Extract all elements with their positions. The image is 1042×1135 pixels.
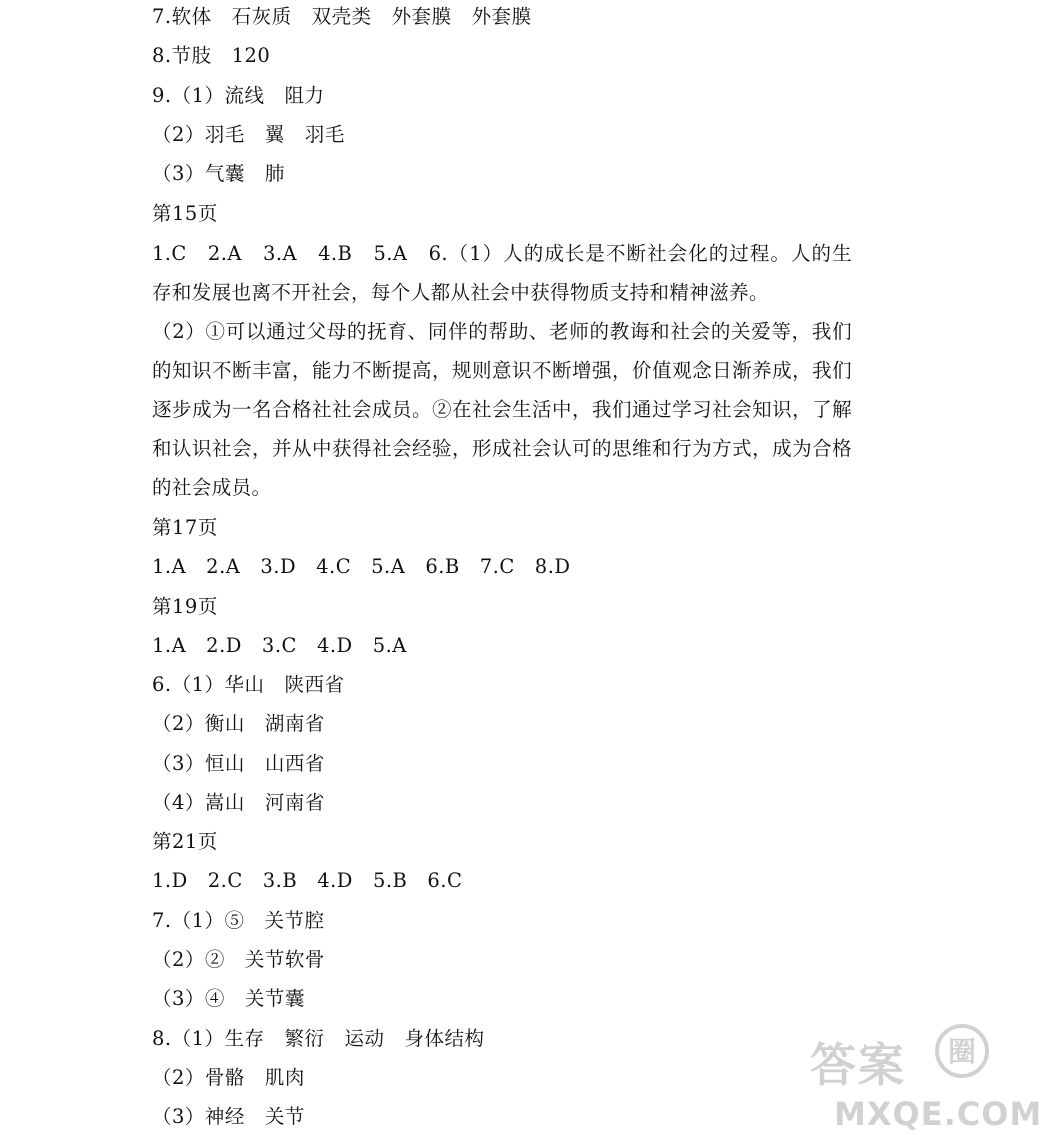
answer-line-8: 8.节肢 120 bbox=[152, 44, 271, 67]
answer-line-21-7-2: （2）② 关节软骨 bbox=[152, 948, 325, 971]
answer-line-19-6-4: （4）嵩山 河南省 bbox=[152, 791, 325, 814]
watermark-seal-text: 圈 bbox=[947, 1035, 977, 1068]
page-heading-19: 第19页 bbox=[152, 595, 218, 618]
answer-line-21-8-1: 8.（1）生存 繁衍 运动 身体结构 bbox=[152, 1027, 485, 1050]
answer-line-21-7-1: 7.（1）⑤ 关节腔 bbox=[152, 909, 325, 932]
answer-line-19-6-2: （2）衡山 湖南省 bbox=[152, 712, 325, 735]
answer-line-19-mc: 1.A 2.D 3.C 4.D 5.A bbox=[152, 634, 407, 657]
answer-para-15-2: （2）①可以通过父母的抚育、同伴的帮助、老师的教诲和社会的关爱等，我们的知识不断丰富，能力不断提高，规则意识不断增强，价值观念日渐养成，我们逐步成为一名合格社社会成员。②在社会生活中，我们通过学习社会知识，了解和认识社会，并从中获得社会经验，形成社会认可的思维和行为方式，成为合格的社会成员。 bbox=[152, 320, 852, 499]
answer-line-17-mc: 1.A 2.A 3.D 4.C 5.A 6.B 7.C 8.D bbox=[152, 555, 571, 578]
page-heading-15: 第15页 bbox=[152, 202, 218, 225]
answer-line-19-6-3: （3）恒山 山西省 bbox=[152, 752, 325, 775]
answer-line-9-3: （3）气囊 肺 bbox=[152, 162, 285, 185]
watermark-seal-icon bbox=[934, 1023, 990, 1079]
page-heading-21: 第21页 bbox=[152, 830, 218, 853]
answer-line-21-7-3: （3）④ 关节囊 bbox=[152, 987, 305, 1010]
answer-line-19-6-1: 6.（1）华山 陕西省 bbox=[152, 673, 345, 696]
answer-line-9-2: （2）羽毛 翼 羽毛 bbox=[152, 123, 345, 146]
answer-para-15-1: 1.C 2.A 3.A 4.B 5.A 6.（1）人的成长是不断社会化的过程。人的生存和发展也离不开社会，每个人都从社会中获得物质支持和精神滋养。 bbox=[152, 242, 852, 304]
answer-line-7: 7.软体 石灰质 双壳类 外套膜 外套膜 bbox=[152, 5, 532, 28]
page-heading-17: 第17页 bbox=[152, 516, 218, 539]
answer-line-21-8-3: （3）神经 关节 bbox=[152, 1105, 305, 1128]
watermark-text: 答案 bbox=[810, 1038, 906, 1092]
site-watermark bbox=[810, 1023, 1042, 1133]
answer-line-21-8-2: （2）骨骼 肌肉 bbox=[152, 1066, 305, 1089]
answer-line-21-mc: 1.D 2.C 3.B 4.D 5.B 6.C bbox=[152, 869, 463, 892]
answer-line-9-1: 9.（1）流线 阻力 bbox=[152, 84, 325, 107]
watermark-url: MXQE.COM bbox=[834, 1095, 1042, 1133]
